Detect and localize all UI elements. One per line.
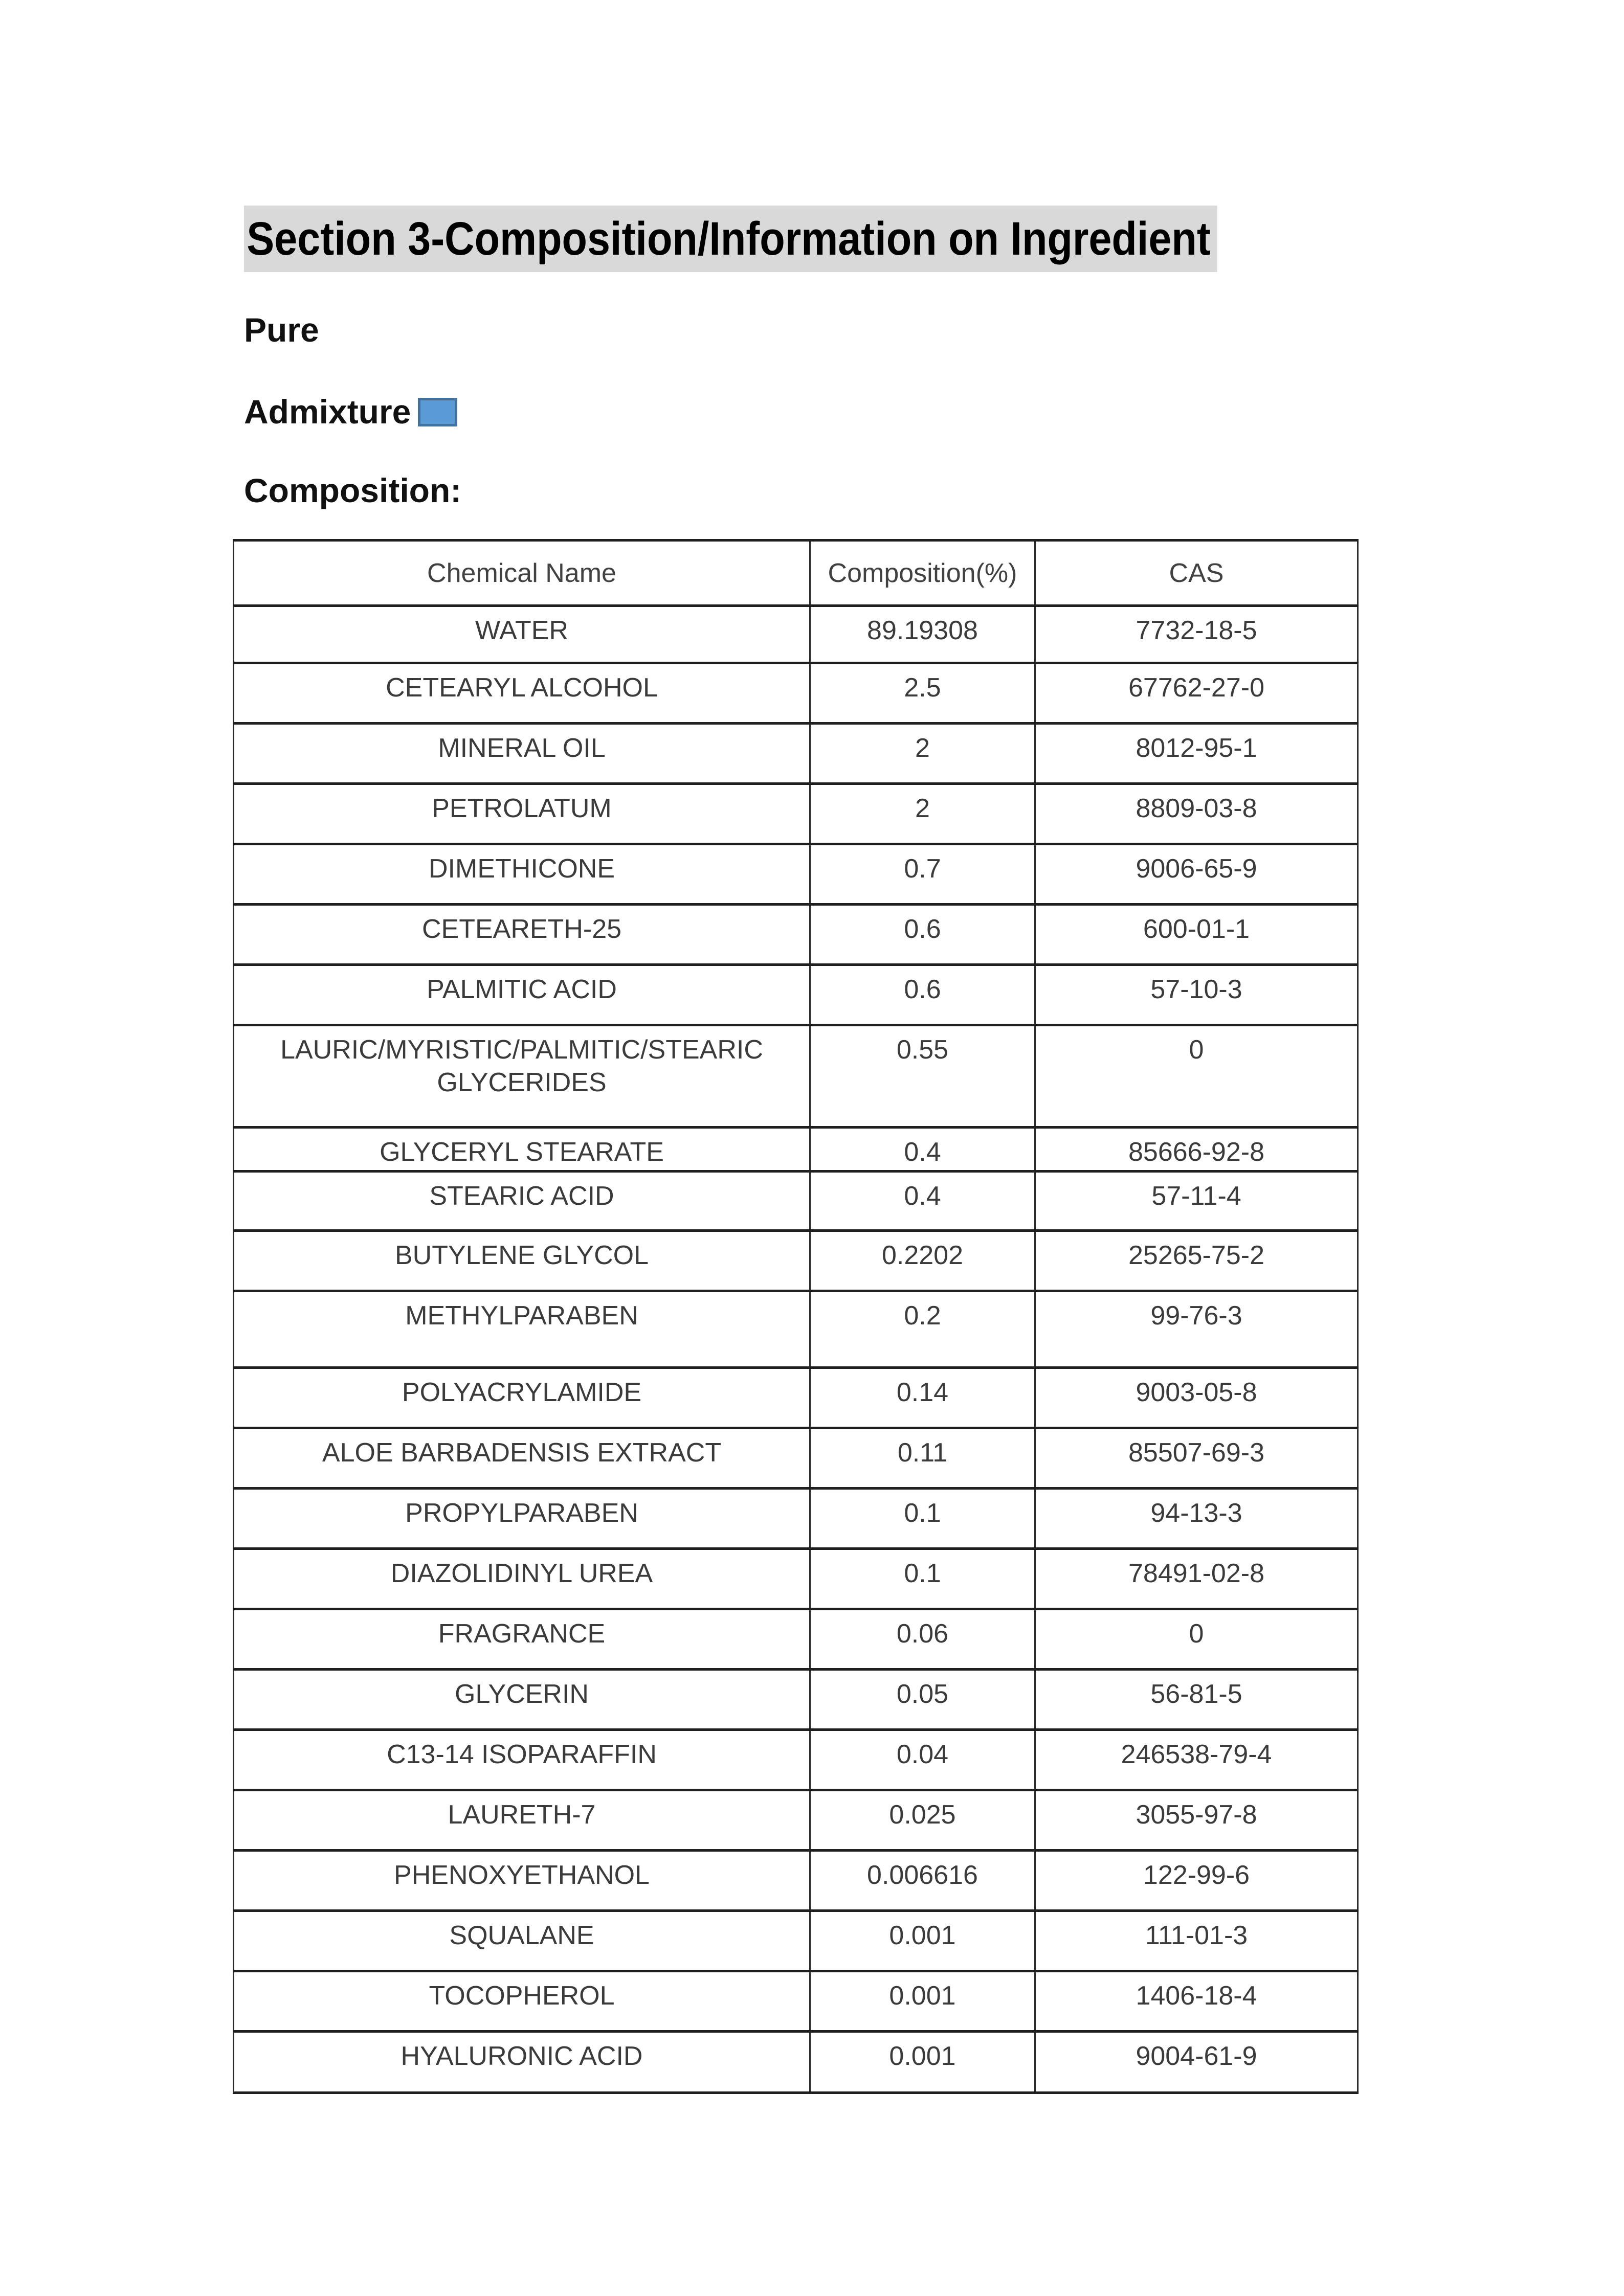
cas-cell: 111-01-3 — [1035, 1911, 1358, 1971]
chemical-name-cell: LAURIC/MYRISTIC/PALMITIC/STEARIC GLYCERIDES — [234, 1025, 810, 1128]
section-title: Section 3-Composition/Information on Ingredient — [244, 206, 1217, 272]
cas-cell: 57-10-3 — [1035, 965, 1358, 1025]
composition-cell: 0.2 — [810, 1291, 1035, 1368]
table-row — [234, 1730, 1358, 1790]
composition-cell: 0.001 — [810, 1971, 1035, 2032]
composition-cell: 0.025 — [810, 1790, 1035, 1851]
table-row — [234, 1172, 1358, 1231]
table-row — [234, 1128, 1358, 1172]
cas-cell: 9003-05-8 — [1035, 1368, 1358, 1428]
table-body — [234, 606, 1358, 2093]
composition-cell: 2.5 — [810, 663, 1035, 724]
cas-cell: 3055-97-8 — [1035, 1790, 1358, 1851]
chemical-name-cell: WATER — [234, 606, 810, 663]
composition-cell: 0.001 — [810, 2032, 1035, 2093]
chemical-name-cell: ALOE BARBADENSIS EXTRACT — [234, 1428, 810, 1489]
cas-cell: 246538-79-4 — [1035, 1730, 1358, 1790]
composition-label: Composition: — [244, 471, 462, 509]
cas-cell: 1406-18-4 — [1035, 1971, 1358, 2032]
cas-cell: 0 — [1035, 1025, 1358, 1128]
table-row — [234, 1971, 1358, 2032]
composition-cell: 0.2202 — [810, 1231, 1035, 1291]
cas-cell: 94-13-3 — [1035, 1489, 1358, 1549]
chemical-name-cell: PETROLATUM — [234, 784, 810, 844]
chemical-name-cell: SQUALANE — [234, 1911, 810, 1971]
header-chemical-name: Chemical Name — [234, 541, 810, 606]
table-row — [234, 2032, 1358, 2093]
chemical-name-cell: STEARIC ACID — [234, 1172, 810, 1231]
composition-cell: 0.55 — [810, 1025, 1035, 1128]
composition-table — [233, 539, 1359, 2094]
cas-cell: 9004-61-9 — [1035, 2032, 1358, 2093]
composition-cell: 89.19308 — [810, 606, 1035, 663]
composition-cell: 0.4 — [810, 1128, 1035, 1172]
cas-cell: 78491-02-8 — [1035, 1549, 1358, 1609]
chemical-name-cell: TOCOPHEROL — [234, 1971, 810, 2032]
chemical-name-cell: METHYLPARABEN — [234, 1291, 810, 1368]
chemical-name-cell: GLYCERYL STEARATE — [234, 1128, 810, 1172]
table-row — [234, 1911, 1358, 1971]
table-row — [234, 965, 1358, 1025]
composition-cell: 0.11 — [810, 1428, 1035, 1489]
cas-cell: 85666-92-8 — [1035, 1128, 1358, 1172]
composition-cell: 0.1 — [810, 1489, 1035, 1549]
chemical-name-cell: C13-14 ISOPARAFFIN — [234, 1730, 810, 1790]
cas-cell: 67762-27-0 — [1035, 663, 1358, 724]
section-title-row — [244, 206, 1394, 272]
table-row — [234, 606, 1358, 663]
admixture-checkbox[interactable] — [418, 398, 457, 426]
admixture-label: Admixture — [244, 393, 411, 431]
table-row — [234, 1790, 1358, 1851]
cas-cell: 57-11-4 — [1035, 1172, 1358, 1231]
composition-cell: 0.04 — [810, 1730, 1035, 1790]
table-row — [234, 1291, 1358, 1368]
composition-cell: 0.6 — [810, 965, 1035, 1025]
chemical-name-cell: PROPYLPARABEN — [234, 1489, 810, 1549]
table-row — [234, 1549, 1358, 1609]
chemical-name-cell: MINERAL OIL — [234, 724, 810, 784]
composition-cell: 0.4 — [810, 1172, 1035, 1231]
chemical-name-cell: DIMETHICONE — [234, 844, 810, 905]
table-header-row — [234, 541, 1358, 606]
table-row — [234, 1025, 1358, 1128]
composition-cell: 0.001 — [810, 1911, 1035, 1971]
chemical-name-cell: CETEARYL ALCOHOL — [234, 663, 810, 724]
composition-cell: 0.7 — [810, 844, 1035, 905]
chemical-name-cell: PALMITIC ACID — [234, 965, 810, 1025]
composition-cell: 0.06 — [810, 1609, 1035, 1670]
composition-cell: 0.6 — [810, 905, 1035, 965]
chemical-name-cell: LAURETH-7 — [234, 1790, 810, 1851]
table-row — [234, 1851, 1358, 1911]
table-row — [234, 1231, 1358, 1291]
table-row — [234, 1609, 1358, 1670]
table-row — [234, 663, 1358, 724]
admixture-row — [244, 395, 1394, 429]
cas-cell: 600-01-1 — [1035, 905, 1358, 965]
composition-cell: 2 — [810, 784, 1035, 844]
chemical-name-cell: HYALURONIC ACID — [234, 2032, 810, 2093]
cas-cell: 9006-65-9 — [1035, 844, 1358, 905]
table-row — [234, 784, 1358, 844]
table-row — [234, 1368, 1358, 1428]
cas-cell: 8012-95-1 — [1035, 724, 1358, 784]
cas-cell: 99-76-3 — [1035, 1291, 1358, 1368]
composition-cell: 0.05 — [810, 1670, 1035, 1730]
cas-cell: 0 — [1035, 1609, 1358, 1670]
table-row — [234, 1670, 1358, 1730]
cas-cell: 25265-75-2 — [1035, 1231, 1358, 1291]
cas-cell: 8809-03-8 — [1035, 784, 1358, 844]
chemical-name-cell: BUTYLENE GLYCOL — [234, 1231, 810, 1291]
cas-cell: 85507-69-3 — [1035, 1428, 1358, 1489]
chemical-name-cell: POLYACRYLAMIDE — [234, 1368, 810, 1428]
table-row — [234, 724, 1358, 784]
composition-cell: 0.14 — [810, 1368, 1035, 1428]
chemical-name-cell: CETEARETH-25 — [234, 905, 810, 965]
table-row — [234, 905, 1358, 965]
pure-label: Pure — [244, 311, 319, 349]
table-row — [234, 1489, 1358, 1549]
header-cas: CAS — [1035, 541, 1358, 606]
cas-cell: 56-81-5 — [1035, 1670, 1358, 1730]
composition-cell: 0.1 — [810, 1549, 1035, 1609]
table-row — [234, 1428, 1358, 1489]
table-row — [234, 844, 1358, 905]
composition-cell: 2 — [810, 724, 1035, 784]
cas-cell: 122-99-6 — [1035, 1851, 1358, 1911]
header-composition-percent: Composition(%) — [810, 541, 1035, 606]
composition-cell: 0.006616 — [810, 1851, 1035, 1911]
chemical-name-cell: FRAGRANCE — [234, 1609, 810, 1670]
chemical-name-cell: GLYCERIN — [234, 1670, 810, 1730]
cas-cell: 7732-18-5 — [1035, 606, 1358, 663]
chemical-name-cell: PHENOXYETHANOL — [234, 1851, 810, 1911]
chemical-name-cell: DIAZOLIDINYL UREA — [234, 1549, 810, 1609]
